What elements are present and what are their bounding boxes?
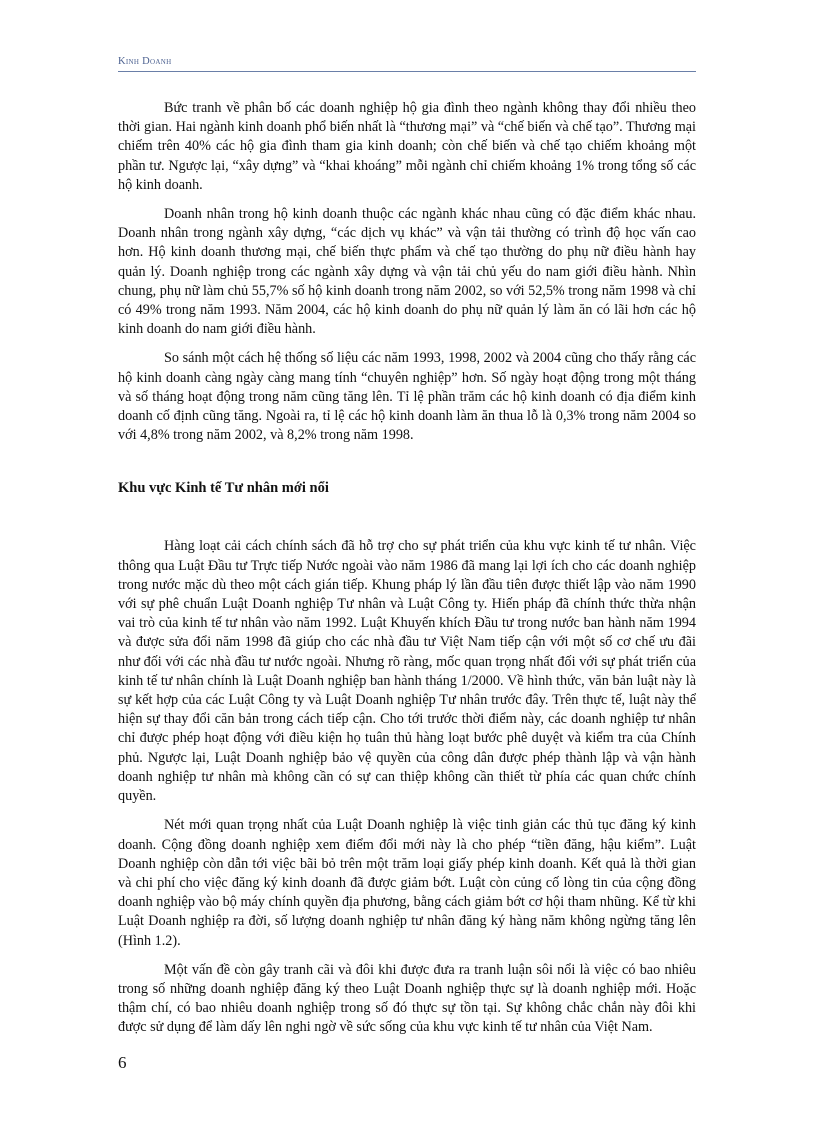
page-body <box>118 99 696 1048</box>
paragraph: So sánh một cách hệ thống số liệu các năm 1993, 1998, 2002 và 2004 cũng cho thấy rằng các hộ kinh doanh càng ngày càng mang tính “chuyên nghiệp” hơn. Số ngày hoạt động trong một tháng và số tháng hoạt động trong năm cũng tăng lên. Tỉ lệ phần trăm các hộ kinh doanh có địa điểm kinh doanh cố định cũng tăng. Ngoài ra, tỉ lệ các hộ kinh doanh làm ăn thua lỗ là 0,3% trong năm 2004 so với 4,8% trong năm 2002, và 8,2% trong năm 1998. <box>118 350 696 444</box>
paragraph: Bức tranh về phân bố các doanh nghiệp hộ gia đình theo ngành không thay đổi nhiều theo thời gian. Hai ngành kinh doanh phổ biến nhất là “thương mại” và “chế biến và chế tạo”. Thương mại chiếm trên 40% các hộ gia đình tham gia kinh doanh; còn chế biến và chế tạo chiếm khoảng một phần tư. Ngược lại, “xây dựng” và “khai khoáng” mỗi ngành chỉ chiếm khoảng 1% trong tổng số các hộ kinh doanh. <box>118 100 696 193</box>
paragraph: Hàng loạt cải cách chính sách đã hỗ trợ cho sự phát triển của khu vực kinh tế tư nhân. Việc thông qua Luật Đầu tư Trực tiếp Nước ngoài vào năm 1986 đã mang lại lợi ích cho các doanh nghiệp trong nước mặc dù theo một cách gián tiếp. Khung pháp lý lần đầu tiên được thiết lập vào năm 1990 với sự phê chuẩn Luật Doanh nghiệp Tư nhân và Luật Công ty. Hiến pháp đã chính thức thừa nhận vai trò của kinh tế tư nhân vào năm 1992. Luật Khuyến khích Đầu tư trong nước ban hành năm 1994 và được sửa đổi năm 1998 đã giúp cho các nhà đầu tư Việt Nam tiếp cận với một số cơ chế ưu đãi như đối với các nhà đầu tư nước ngoài. Nhưng rõ ràng, mốc quan trọng nhất đối với sự phát triển của kinh tế tư nhân chính là Luật Doanh nghiệp ban hành tháng 1/2000. Về hình thức, văn bản luật này là sự kết hợp của các Luật Công ty và Luật Doanh nghiệp Tư nhân trước đây. Trên thực tế, luật này thể hiện sự thay đổi căn bản trong cách tiếp cận. Cho tới trước thời điểm này, các doanh nghiệp tư nhân chỉ được phép hoạt động với điều kiện họ tuân thủ hàng loạt bước phê duyệt và kiểm tra của Chính phủ. Ngược lại, Luật Doanh nghiệp bảo vệ quyền của công dân được phép thành lập và vận hành doanh nghiệp tư nhân mà không cần có sự can thiệp không cần thiết từ phía các quan chức chính quyền. <box>118 538 696 805</box>
section-heading: Khu vực Kinh tế Tư nhân mới nổi <box>118 480 329 497</box>
page-number: 6 <box>118 1053 127 1072</box>
paragraph: Nét mới quan trọng nhất của Luật Doanh nghiệp là việc tinh giản các thủ tục đăng ký kinh doanh. Cộng đồng doanh nghiệp xem điểm đổi mới này là cho phép “tiền đăng, hậu kiểm”. Luật Doanh nghiệp còn dẫn tới việc bãi bỏ trên một trăm loại giấy phép kinh doanh. Kết quả là thời gian và chi phí cho việc đăng ký kinh doanh đã được giảm bớt. Luật còn củng cố lòng tin của cộng đồng doanh nghiệp vào bộ máy chính quyền địa phương, bằng cách giảm bớt cơ hội tham nhũng. Kể từ khi Luật Doanh nghiệp ra đời, số lượng doanh nghiệp tư nhân đăng ký hàng năm không ngừng tăng lên (Hình 1.2). <box>118 817 696 949</box>
running-header <box>118 51 696 72</box>
paragraph: Doanh nhân trong hộ kinh doanh thuộc các ngành khác nhau cũng có đặc điểm khác nhau. Doanh nhân trong ngành xây dựng, “các dịch vụ khác” và vận tải thường có trình độ học vấn cao hơn. Hộ kinh doanh thương mại, chế biến thực phẩm và chế tạo thường do phụ nữ điều hành hay quản lý. Doanh nghiệp trong các ngành xây dựng và vận tải chủ yếu do nam giới điều hành. Nhìn chung, phụ nữ làm chủ 55,7% số hộ kinh doanh trong năm 2002, so với 52,5% trong năm 1998 và chỉ có 49% trong năm 1993. Năm 2004, các hộ kinh doanh do phụ nữ quản lý làm ăn có lãi hơn các hộ kinh doanh do nam giới điều hành. <box>118 206 696 338</box>
header-title: Kinh Doanh <box>118 56 172 67</box>
paragraph: Một vấn đề còn gây tranh cãi và đôi khi được đưa ra tranh luận sôi nổi là việc có bao nhiêu trong số những doanh nghiệp đăng ký theo Luật Doanh nghiệp thực sự là doanh nghiệp mới. Hoặc thậm chí, có bao nhiêu doanh nghiệp trong số đó thực sự tồn tại. Sự không chắc chắn này đôi khi được sử dụng để làm dấy lên nghi ngờ về sức sống của khu vực kinh tế tư nhân của Việt Nam. <box>118 961 696 1036</box>
